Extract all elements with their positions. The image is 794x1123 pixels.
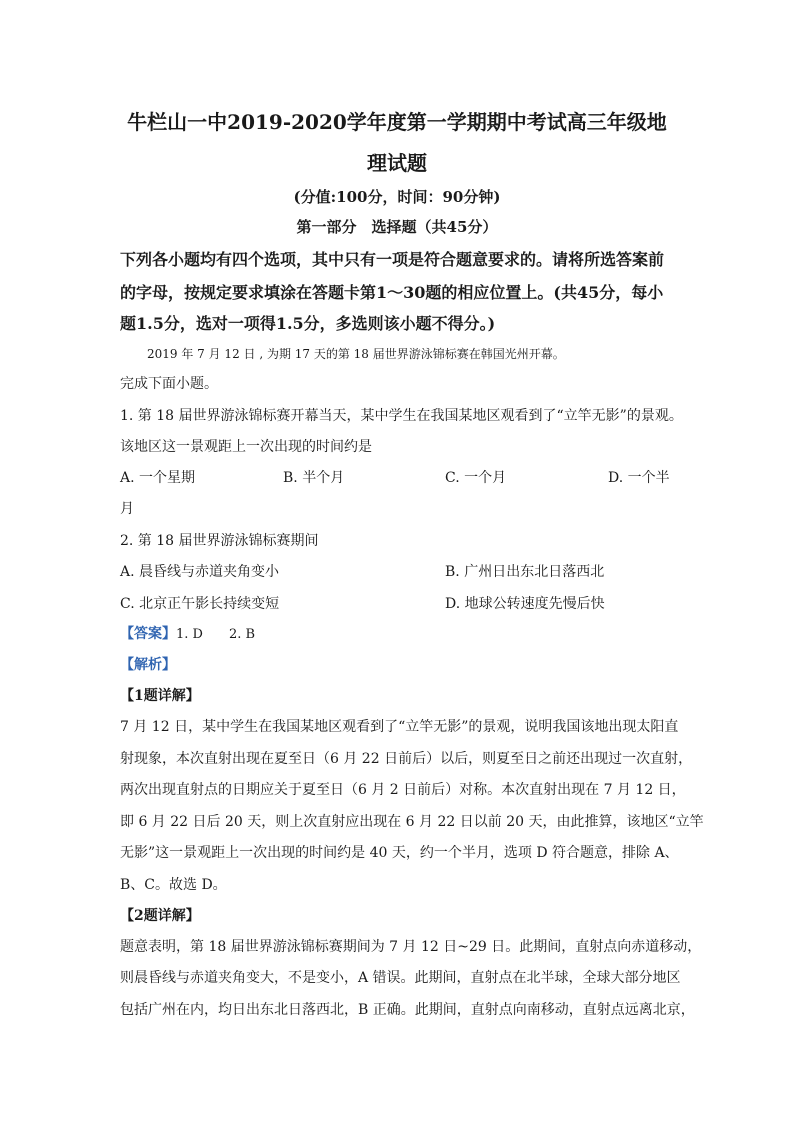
question-2-option-d: D. 地球公转速度先慢后快 <box>445 596 605 612</box>
q1-analysis-line: 7 月 12 日，某中学生在我国某地区观看到了“立竿无影”的景观，说明我国该地出现太阳直 <box>120 719 679 735</box>
q1-analysis-line: 即 6 月 22 日后 20 天，则上次直射应出现在 6 月 22 日以前 20 天，由此推算，该地区“立竿 <box>120 814 704 830</box>
answer-line <box>120 623 255 643</box>
answer-values: 1. D 2. B <box>176 627 256 642</box>
exam-title: 牛栏山一中2019-2020学年度第一学期期中考试高三年级地 <box>127 110 667 134</box>
question-2-option-b: B. 广州日出东北日落西北 <box>445 564 605 580</box>
question-1-option-d: D. 一个半 <box>608 470 670 486</box>
q1-analysis-line: B、C。故选 D。 <box>120 877 227 893</box>
instructions-line: 下列各小题均有四个选项，其中只有一项是符合题意要求的。请将所选答案前 <box>120 250 665 269</box>
q2-analysis-tag: 【2题详解】 <box>120 908 200 924</box>
score-time-note: (分值:100分，时间：90分钟) <box>293 188 501 206</box>
question-1-stem: 1. 第 18 届世界游泳锦标赛开幕当天，某中学生在我国某地区观看到了“立竿无影”的景观。 <box>120 408 683 424</box>
exam-title-continued: 理试题 <box>367 151 427 175</box>
question-1-option-a: A. 一个星期 <box>120 470 196 486</box>
q1-analysis-tag: 【1题详解】 <box>120 688 200 704</box>
section-heading: 第一部分 选择题（共45分） <box>296 218 498 236</box>
question-2-stem: 2. 第 18 届世界游泳锦标赛期间 <box>120 533 319 549</box>
context-passage: 2019 年 7 月 12 日 , 为期 17 天的第 18 届世界游泳锦标赛在韩国光州开幕。 <box>147 347 565 361</box>
q2-analysis-line: 则晨昏线与赤道夹角变大，不是变小，A 错误。此期间，直射点在北半球，全球大部分地区 <box>120 970 681 986</box>
instructions-line: 题1.5分，选对一项得1.5分，多选则该小题不得分。) <box>120 314 496 333</box>
q1-analysis-line: 两次出现直射点的日期应关于夏至日（6 月 2 日前后）对称。本次直射出现在 7 月 12 日， <box>120 782 686 798</box>
question-1-stem: 该地区这一景观距上一次出现的时间约是 <box>120 439 372 455</box>
question-1-option-b: B. 半个月 <box>283 470 345 486</box>
analysis-tag: 【解析】 <box>120 657 176 673</box>
q1-analysis-line: 无影”这一景观距上一次出现的时间约是 40 天，约一个半月，选项 D 符合题意，排除 A、 <box>120 845 679 861</box>
question-1-option-c: C. 一个月 <box>445 470 507 486</box>
question-2-option-a: A. 晨昏线与赤道夹角变小 <box>120 564 280 580</box>
q2-analysis-line: 包括广州在内，均日出东北日落西北，B 正确。此期间，直射点向南移动，直射点远离北京， <box>120 1002 695 1018</box>
q2-analysis-line: 题意表明，第 18 届世界游泳锦标赛期间为 7 月 12 日~29 日。此期间，直射点向赤道移动， <box>120 939 702 955</box>
question-2-option-c: C. 北京正午影长持续变短 <box>120 596 280 612</box>
q1-analysis-line: 射现象，本次直射出现在夏至日（6 月 22 日前后）以后，则夏至日之前还出现过一次直射， <box>120 751 693 767</box>
question-1-option-d-wrap: 月 <box>120 501 134 517</box>
instructions-line: 的字母，按规定要求填涂在答题卡第1～30题的相应位置上。(共45分，每小 <box>120 283 664 302</box>
context-prompt: 完成下面小题。 <box>120 376 218 392</box>
answer-tag: 【答案】 <box>120 626 176 642</box>
